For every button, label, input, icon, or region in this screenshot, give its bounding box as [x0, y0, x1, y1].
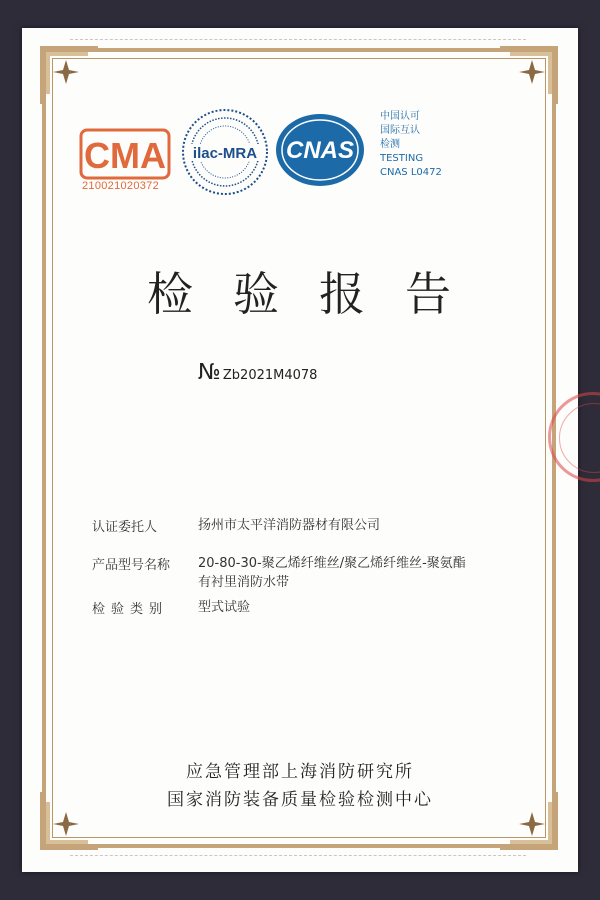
cma-certificate-number: 210021020372 — [82, 180, 160, 192]
corner-ornament-icon — [500, 46, 558, 104]
number-symbol: № — [198, 360, 221, 385]
report-number — [198, 360, 317, 385]
model-value-line: 有衬里消防水带 — [198, 575, 290, 590]
client-label: 认证委托人 — [92, 520, 158, 535]
ilac-mra-logo — [179, 106, 271, 198]
dashed-divider-bottom — [70, 855, 526, 856]
inspection-type-value: 型式试验 — [198, 600, 251, 615]
cnas-caption-line: 检测 — [380, 139, 400, 150]
corner-ornament-icon — [40, 46, 98, 104]
issuer-line: 应急管理部上海消防研究所 — [186, 762, 414, 782]
cnas-caption-line: TESTING — [380, 153, 424, 164]
issuer-line: 国家消防装备质量检验检测中心 — [167, 790, 433, 810]
dashed-divider-top — [70, 39, 526, 40]
cnas-caption-line: 国际互认 — [380, 125, 420, 136]
cnas-caption-line: 中国认可 — [380, 111, 420, 122]
svg-text:CMA: CMA — [84, 135, 166, 176]
cnas-logo — [274, 112, 366, 188]
cnas-caption-line: CNAS L0472 — [380, 167, 442, 178]
svg-text:CNAS: CNAS — [285, 137, 355, 164]
client-value: 扬州市太平洋消防器材有限公司 — [198, 518, 381, 533]
model-value — [198, 554, 498, 592]
document-title: 检验报告 — [147, 267, 491, 321]
model-value-line: 20-80-30-聚乙烯纤维丝/聚乙烯纤维丝-聚氨酯 — [198, 556, 466, 571]
cnas-accreditation-caption — [380, 110, 500, 180]
inspection-type-label: 检验类别 — [92, 602, 169, 617]
model-label: 产品型号名称 — [92, 558, 171, 573]
report-number-value: Zb2021M4078 — [222, 368, 318, 383]
svg-text:ilac-MRA: ilac-MRA — [192, 145, 258, 162]
